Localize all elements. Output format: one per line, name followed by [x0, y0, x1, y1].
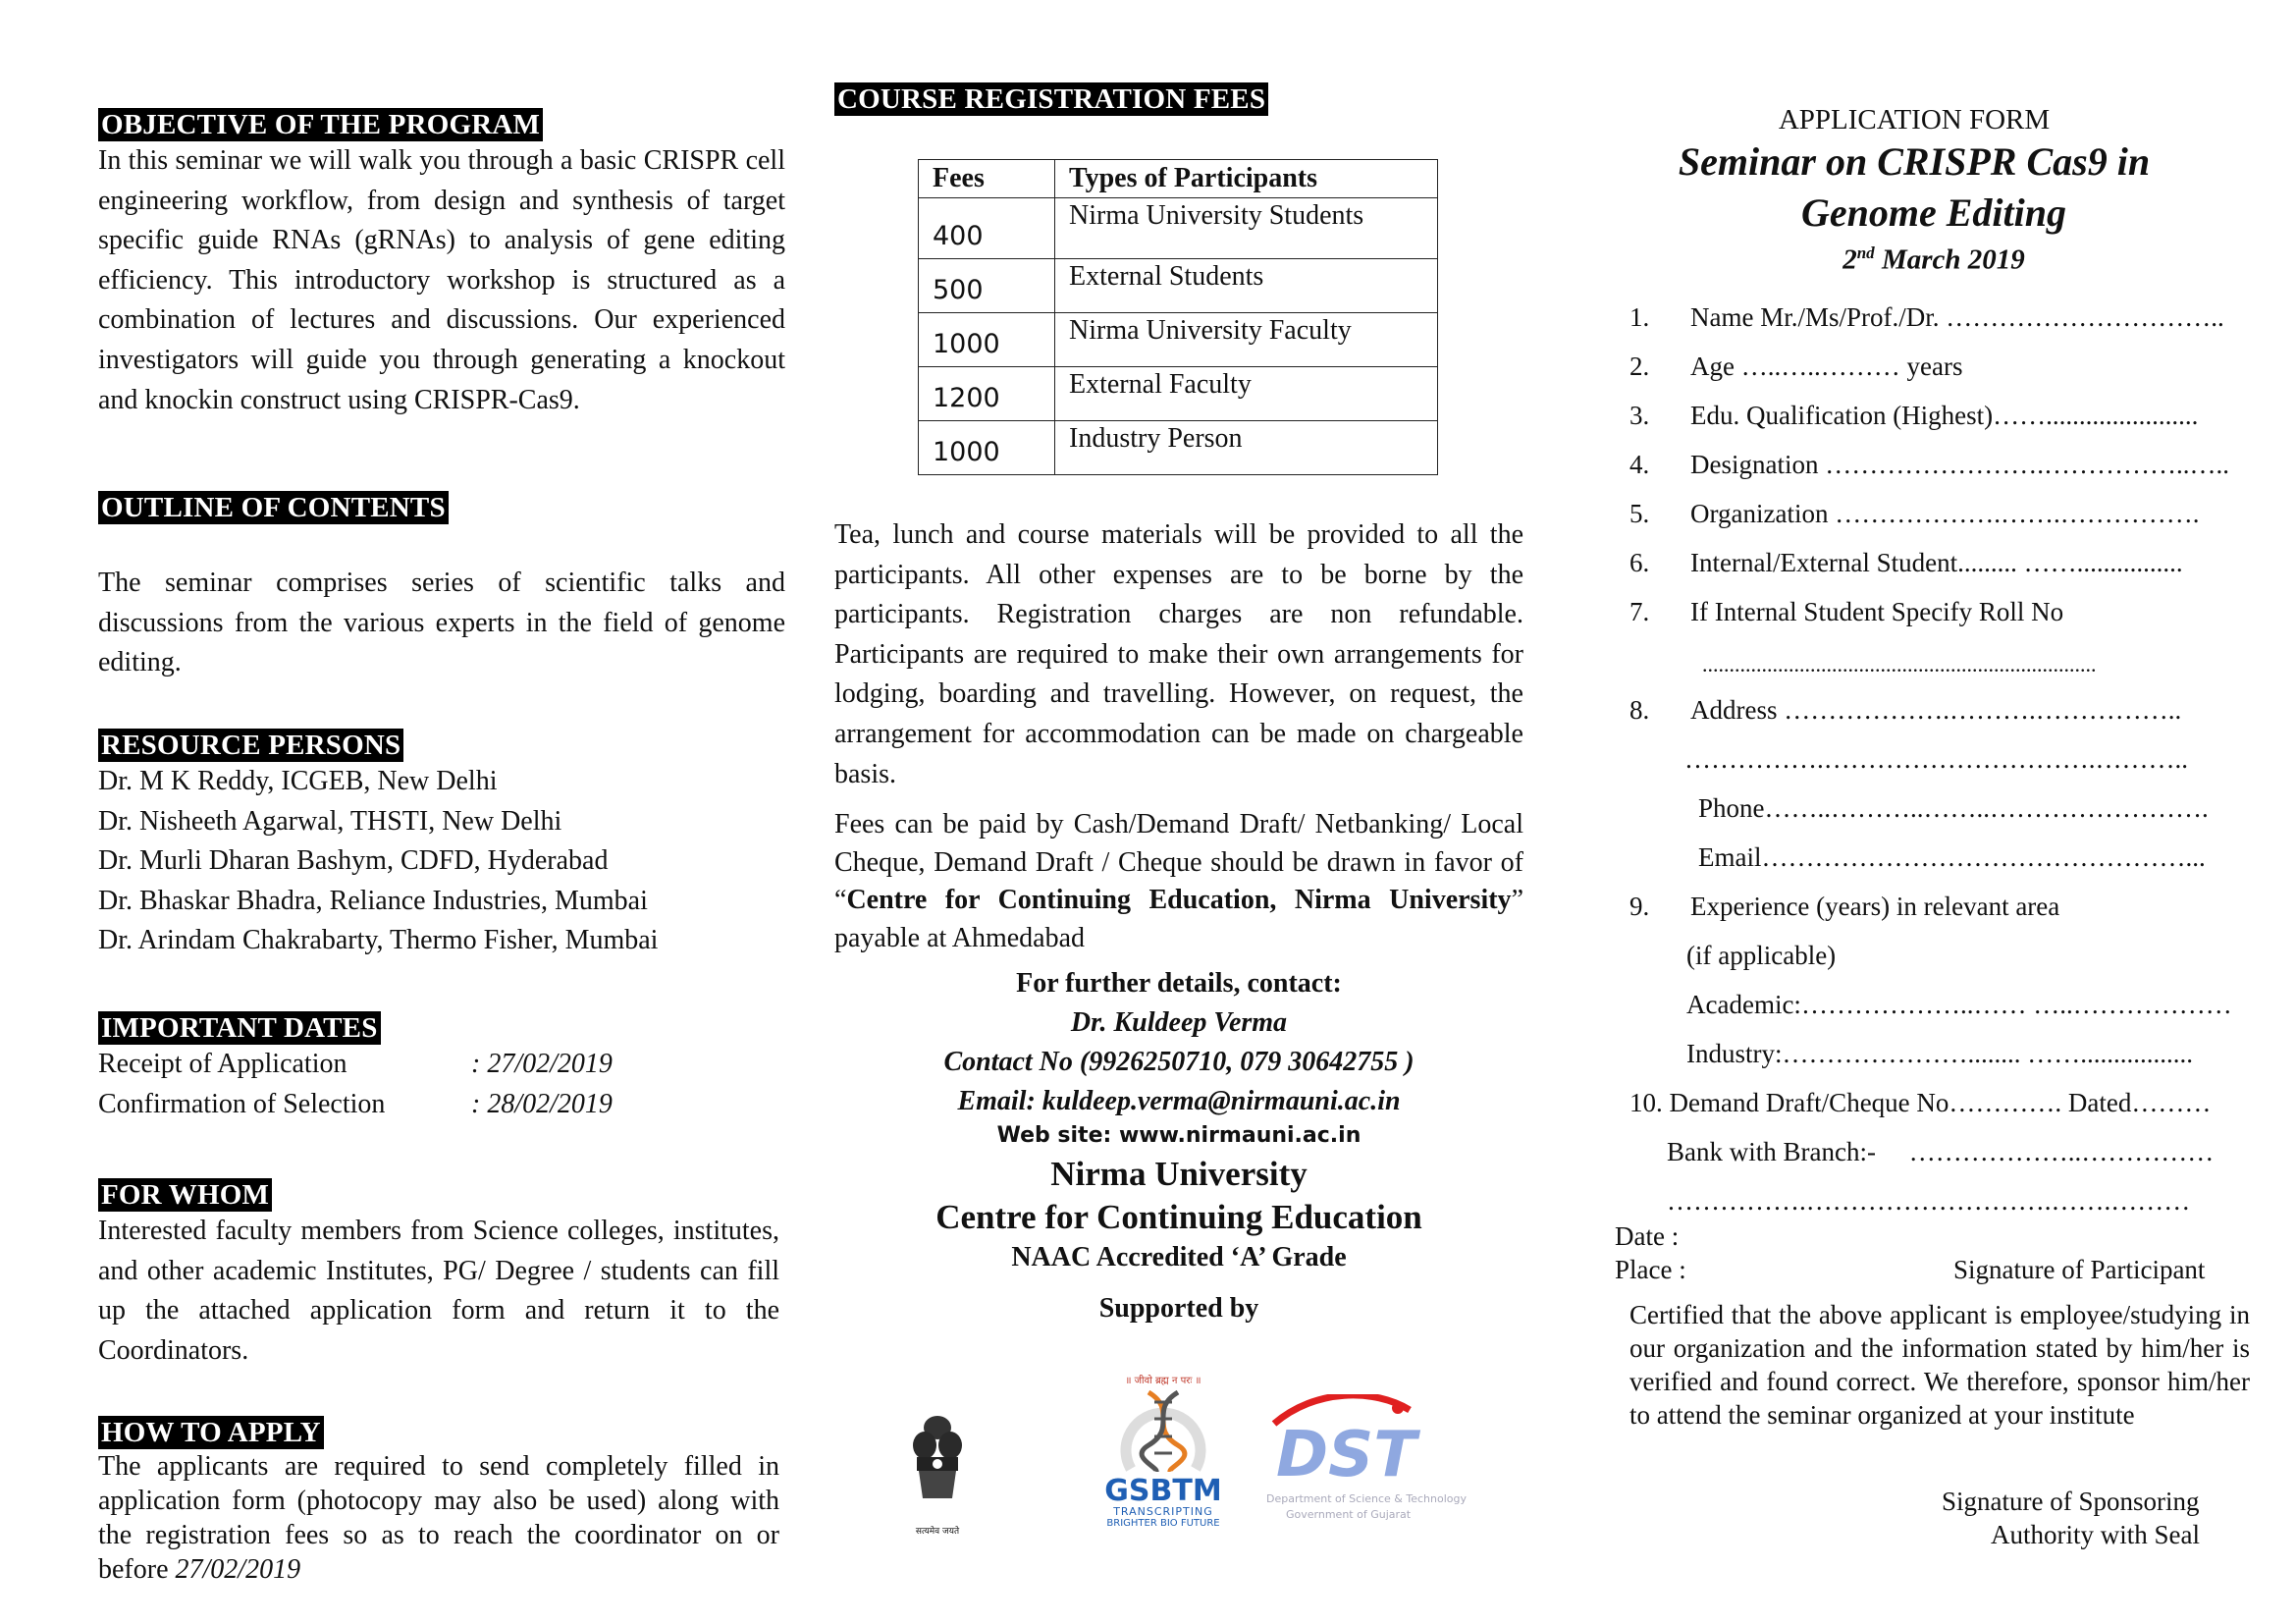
gsbtm-sub1: TRANSCRIPTING	[1113, 1505, 1213, 1518]
gsbtm-sub2: BRIGHTER BIO FUTURE	[1106, 1518, 1220, 1529]
participants-col-header: Types of Participants	[1055, 160, 1438, 198]
form-field-academic[interactable]	[1686, 990, 2232, 1020]
form-header	[1600, 103, 2228, 275]
dst-sub2: Government of Gujarat	[1286, 1508, 1412, 1521]
participant-type: Nirma University Faculty	[1055, 313, 1438, 367]
field-label: Academic:………………..…… …..………………	[1686, 990, 2232, 1019]
outline-text: The seminar comprises series of scientific talks and discussions from the various experts in the field of genome editing.	[98, 568, 785, 678]
participant-type: Industry Person	[1055, 421, 1438, 475]
date-value: : 28/02/2019	[471, 1088, 613, 1119]
whom-text: Interested faculty members from Science colleges, institutes, and other academic Institutes, PG/ Degree / students can fill up the attached application form and return it to the Coordinators.	[98, 1216, 779, 1366]
certification-text: Certified that the above applicant is employee/studying in our organization and the information stated by him/her is verified and found correct. We therefore, sponsor him/her to attend the seminar organized at your institute	[1629, 1300, 2250, 1430]
date-label: Date :	[1615, 1221, 1680, 1251]
resource-section	[98, 729, 785, 961]
field-number: 2.	[1629, 352, 1650, 381]
form-field-experience-note	[1686, 941, 1836, 971]
gsbtm-logo	[1095, 1375, 1232, 1537]
fee-amount: 1000	[919, 313, 1055, 367]
apply-heading: HOW TO APPLY	[98, 1416, 324, 1449]
contact-name: Dr. Kuldeep Verma	[1070, 1007, 1288, 1038]
dates-section	[98, 1011, 785, 1124]
field-label: Designation …………………….……………..…..	[1690, 450, 2229, 479]
table-row	[919, 313, 1438, 367]
fee-amount: 500	[919, 259, 1055, 313]
fees-section	[834, 82, 1523, 116]
outline-heading: OUTLINE OF CONTENTS	[98, 491, 449, 524]
date-row	[98, 1045, 785, 1085]
payment-text	[834, 806, 1523, 957]
field-number: 4.	[1629, 450, 1650, 479]
field-label: Organization ……………….…….…………….	[1690, 499, 2200, 528]
field-label: If Internal Student Specify Roll No	[1690, 597, 2064, 626]
participant-signature: Signature of Participant	[1953, 1255, 2206, 1284]
payee-name: Centre for Continuing Education, Nirma University	[846, 885, 1512, 916]
fee-amount: 400	[919, 198, 1055, 259]
field-label: .........................................................................	[1702, 652, 2097, 677]
field-label: …………….……………………….…….………	[1667, 1186, 2191, 1216]
fee-amount: 1000	[919, 421, 1055, 475]
form-field-address-line2[interactable]	[1684, 744, 2188, 775]
resource-person: Dr. Murli Dharan Bashym, CDFD, Hyderabad	[98, 845, 609, 876]
resource-heading: RESOURCE PERSONS	[98, 729, 403, 762]
fee-amount: 1200	[919, 367, 1055, 421]
participant-type: Nirma University Students	[1055, 198, 1438, 259]
field-number: 1.	[1629, 302, 1650, 332]
form-title: APPLICATION FORM	[1778, 104, 2051, 135]
participant-type: External Students	[1055, 259, 1438, 313]
seminar-date-sup: nd	[1856, 244, 1875, 262]
form-field-student-type[interactable]	[1629, 548, 2183, 578]
field-number: 5.	[1629, 499, 1650, 528]
field-label: Name Mr./Ms/Prof./Dr. …………………………..	[1690, 302, 2224, 332]
whom-heading: FOR WHOM	[98, 1178, 272, 1212]
lion-capital-icon	[903, 1414, 972, 1522]
form-field-bank[interactable]	[1667, 1137, 2214, 1167]
participant-type: External Faculty	[1055, 367, 1438, 421]
field-label: Email…………………………………………...	[1698, 842, 2206, 872]
date-label: Receipt of Application	[98, 1049, 347, 1079]
fees-heading: COURSE REGISTRATION FEES	[834, 82, 1268, 116]
form-field-experience	[1629, 892, 2059, 922]
gsbtm-name: GSBTM	[1104, 1474, 1222, 1508]
dst-sub1: Department of Science & Technology	[1266, 1492, 1467, 1505]
gsbtm-tagline: ॥ जीवो ब्रह्म न परः ॥	[1125, 1376, 1201, 1386]
fees-col-header: Fees	[919, 160, 1055, 198]
field-number: 9.	[1629, 892, 1650, 921]
website-link: Web site: www.nirmauni.ac.in	[996, 1123, 1362, 1148]
form-field-phone[interactable]	[1698, 793, 2209, 824]
field-label: Experience (years) in relevant area	[1690, 892, 2060, 921]
apply-text-body: The applicants are required to send completely filled in application form (photocopy may also be used) along with the registration fees so as to reach the coordinator on or before	[98, 1451, 779, 1585]
outline-section	[98, 491, 785, 683]
table-row	[919, 421, 1438, 475]
field-label: Phone……..………..……..…………………….	[1698, 793, 2209, 823]
contact-phone: Contact No (9926250710, 079 30642755 )	[943, 1047, 1415, 1077]
field-number: 10.	[1629, 1088, 1663, 1117]
field-label: Address ……………….……….……………..	[1690, 695, 2182, 725]
objective-text: In this seminar we will walk you through a basic CRISPR cell engineering workflow, from design and synthesis of target specific guide RNAs (gRNAs) to analysis of gene editing efficiency. This introductory workshop is structured as a combination of lectures and discussions. Our experienced investigators will guide you through generating a knockout and knockin construct using CRISPR-Cas9.	[98, 145, 785, 415]
form-field-email[interactable]	[1698, 842, 2206, 873]
resource-person: Dr. Bhaskar Bhadra, Reliance Industries, Mumbai	[98, 885, 648, 916]
certification-block	[1629, 1298, 2250, 1432]
naac-grade: NAAC Accredited ‘A’ Grade	[1011, 1242, 1347, 1272]
payment-text-a: Fees can be paid by Cash/Demand Draft/ Netbanking/ Local Cheque, Demand Draft / Cheque should be drawn in favor of “	[834, 809, 1523, 916]
dna-helix-icon	[1109, 1388, 1217, 1472]
form-field-address[interactable]	[1629, 695, 2181, 726]
place-label: Place :	[1615, 1255, 1686, 1284]
form-field-name[interactable]	[1629, 302, 2224, 333]
field-label: Industry:…………………........ …….................	[1686, 1039, 2193, 1068]
form-field-age[interactable]	[1629, 352, 1962, 382]
whom-section	[98, 1178, 785, 1371]
gujarat-emblem-logo	[903, 1414, 972, 1537]
form-field-qualification[interactable]	[1629, 401, 2198, 431]
apply-deadline: 27/02/2019	[175, 1554, 301, 1585]
form-field-roll-no-line[interactable]	[1702, 652, 2097, 677]
date-value: : 27/02/2019	[471, 1049, 613, 1079]
field-number: 6.	[1629, 548, 1650, 577]
resource-person: Dr. M K Reddy, ICGEB, New Delhi	[98, 766, 498, 796]
table-row	[919, 259, 1438, 313]
field-label: Age …..…..……… years	[1690, 352, 1963, 381]
resource-person: Dr. Nisheeth Agarwal, THSTI, New Delhi	[98, 805, 562, 837]
seminar-date-rest: March 2019	[1874, 244, 2025, 276]
payment-text-c: ” payable at Ahmedabad	[834, 885, 1523, 953]
dst-name: DST	[1276, 1419, 1416, 1491]
objective-section	[98, 108, 785, 420]
seminar-title-line1: Seminar on CRISPR Cas9 in	[1678, 139, 2151, 184]
fees-table	[918, 159, 1438, 475]
field-label: …………….………………………….………..	[1684, 744, 2188, 774]
centre-name: Centre for Continuing Education	[935, 1198, 1422, 1236]
form-field-bank-line2[interactable]	[1667, 1186, 2190, 1217]
field-label: Edu. Qualification (Highest)…….......................	[1690, 401, 2199, 430]
form-field-designation[interactable]	[1629, 450, 2229, 480]
contact-section	[834, 964, 1523, 1327]
form-field-roll-no[interactable]	[1629, 597, 2063, 627]
field-label: Internal/External Student......... ……................	[1690, 548, 2183, 577]
seminar-title-line2: Genome Editing	[1800, 190, 2067, 235]
field-number: 8.	[1629, 695, 1650, 725]
field-number: 3.	[1629, 401, 1650, 430]
field-label: (if applicable)	[1686, 941, 1837, 970]
apply-text	[98, 1449, 779, 1587]
apply-section	[98, 1416, 785, 1587]
form-field-draft-no[interactable]	[1629, 1088, 2211, 1118]
contact-label: For further details, contact:	[1016, 968, 1342, 999]
resource-person: Dr. Arindam Chakrabarty, Thermo Fisher, Mumbai	[98, 925, 659, 955]
contact-email: Email: kuldeep.verma@nirmauni.ac.in	[957, 1086, 1401, 1116]
table-row	[919, 198, 1438, 259]
notes-text: Tea, lunch and course materials will be provided to all the participants. All other expenses are to be borne by the participants. Registration charges are non refundable. Participants are required to make their own arrangements for lodging, boarding and travelling. However, on request, the arrangement for accommodation can be made on chargeable basis.	[834, 519, 1523, 789]
field-number: 7.	[1629, 597, 1650, 626]
fees-table-header	[919, 160, 1438, 198]
field-label: Bank with Branch:- ………………..……………	[1667, 1137, 2215, 1166]
objective-heading: OBJECTIVE OF THE PROGRAM	[98, 108, 543, 141]
date-row	[98, 1085, 785, 1125]
field-label: Demand Draft/Cheque No…………. Dated………	[1669, 1088, 2212, 1117]
form-field-industry[interactable]	[1686, 1039, 2193, 1069]
seminar-date-day: 2	[1842, 244, 1857, 276]
sponsor-signature-line1: Signature of Sponsoring	[1942, 1487, 2200, 1516]
sponsor-signature-line2: Authority with Seal	[1991, 1520, 2200, 1549]
seminar-date	[1600, 239, 2228, 275]
form-field-organization[interactable]	[1629, 499, 2199, 529]
table-row	[919, 367, 1438, 421]
emblem-caption: सत्यमेव जयते	[915, 1527, 960, 1537]
university-name: Nirma University	[1050, 1155, 1308, 1193]
notes-section	[834, 515, 1523, 957]
date-label: Confirmation of Selection	[98, 1088, 386, 1119]
dates-heading: IMPORTANT DATES	[98, 1011, 381, 1045]
supported-by: Supported by	[1098, 1293, 1259, 1324]
dst-logo	[1266, 1394, 1467, 1532]
